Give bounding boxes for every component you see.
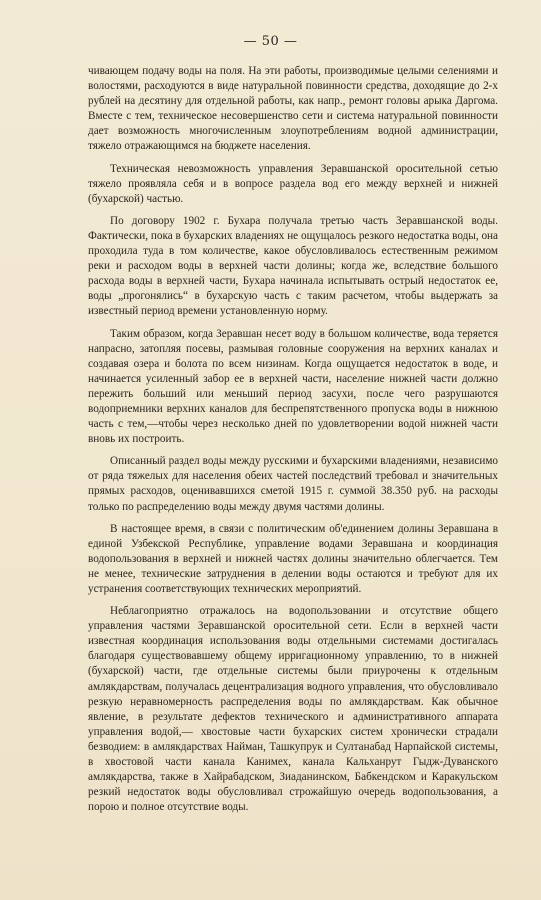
paragraph-1: чивающем подачу воды на поля. На эти работы, производимые целыми селениями и волостями, расходуются в виде натуральной повинности средства, доходящие до 2-х рублей на десятину для отдельной работы, как напр., ремонт головы арыка Даргома. Вместе с тем, техническое несовершенство сети и система натуральной повинности дает возможность многочисленным злоупотреблениям водной администрации, тяжело отражающимся на бюджете населения. — [88, 65, 498, 153]
page-number: — 50 — — [243, 34, 298, 49]
paragraph-4: Таким образом, когда Зеравшан несет воду в большом количестве, вода теряется напрасно, затопляя посевы, размывая головные сооружения на верхних каналах и создавая озера и болота по всем низинам. Когда ощущается недостаток в воде, и начинается усиленный забор ее в верхней части, население нижней части должно пережить больший или меньший период засухи, после чего разрушаются водоприемники верхних каналов для беспрепятственного пропуска воды в нижнюю часть с тем,—чтобы через несколько дней по удовлетворении водой нижней части вновь их построить. — [88, 327, 498, 446]
paragraph-7: Неблагоприятно отражалось на водопользовании и отсутствие общего управления частями Зеравшанской оросительной сети. Если в верхней части известная координация использования воды отдельными системами достигалась благодаря существовавшему общему ирригационному управлению, то в нижней (бухарской) части, где отдельные системы были приурочены к отдельным амлякдарствам, получалась децентрализация водного управления, что обусловливало резкую неравномерность распределения воды по амлякдарствам. Как обычное явление, в результате дефектов технического и административного аппарата управления водой,— хвостовые части бухарских систем хронически страдали безводием: в амлякдарствах Найман, Ташкупрук и Султанабад Нарпайской системы, в хвостовой части канала Канимех, канала Кальханрут Гыдж-Дуванского амлякдарства, также в Хайрабадском, Зиаданинском, Бабкендском и Каракульском резкий недостаток воды обусловливал строжайшую очередь водопользования, а порою и полное отсутствие воды. — [88, 605, 498, 814]
paragraph-2: Техническая невозможность управления Зеравшанской оросительной сетью тяжело проявляла себя и в вопросе раздела вод его между верхней и нижней (бухарской) частью. — [88, 162, 498, 205]
body-text — [88, 64, 498, 815]
paragraph-6: В настоящее время, в связи с политическим об'единением долины Зеравшана в единой Узбекской Республике, управление водами Зеравшана и координация водопользования в верхней и нижней частях долины значительно облегчается. Тем не менее, технические затруднения в делении воды остаются и требуют для их устранения соответствующих технических мероприятий. — [88, 522, 498, 595]
paragraph-5: Описанный раздел воды между русскими и бухарскими владениями, независимо от ряда тяжелых для населения обеих частей последствий требовал и значительных прямых расходов, оценивавшихся сметой 1915 г. суммой 38.350 руб. на расходы только по распределению воды между двумя частями долины. — [88, 455, 498, 513]
paragraph-3: По договору 1902 г. Бухара получала третью часть Зеравшанской воды. Фактически, пока в бухарских владениях не ощущалось резкого недостатка воды, она проходила туда в том количестве, какое обусловливалось естественным режимом реки и расходом воды в верхней части долины; когда же, вследствие большого расхода воды в верхней части, Бухара начинала испытывать острый недостаток ее, воды „прогонялись“ в бухарскую часть с таким расчетом, чтобы выдержать за известный период времени установленную норму. — [88, 214, 498, 318]
